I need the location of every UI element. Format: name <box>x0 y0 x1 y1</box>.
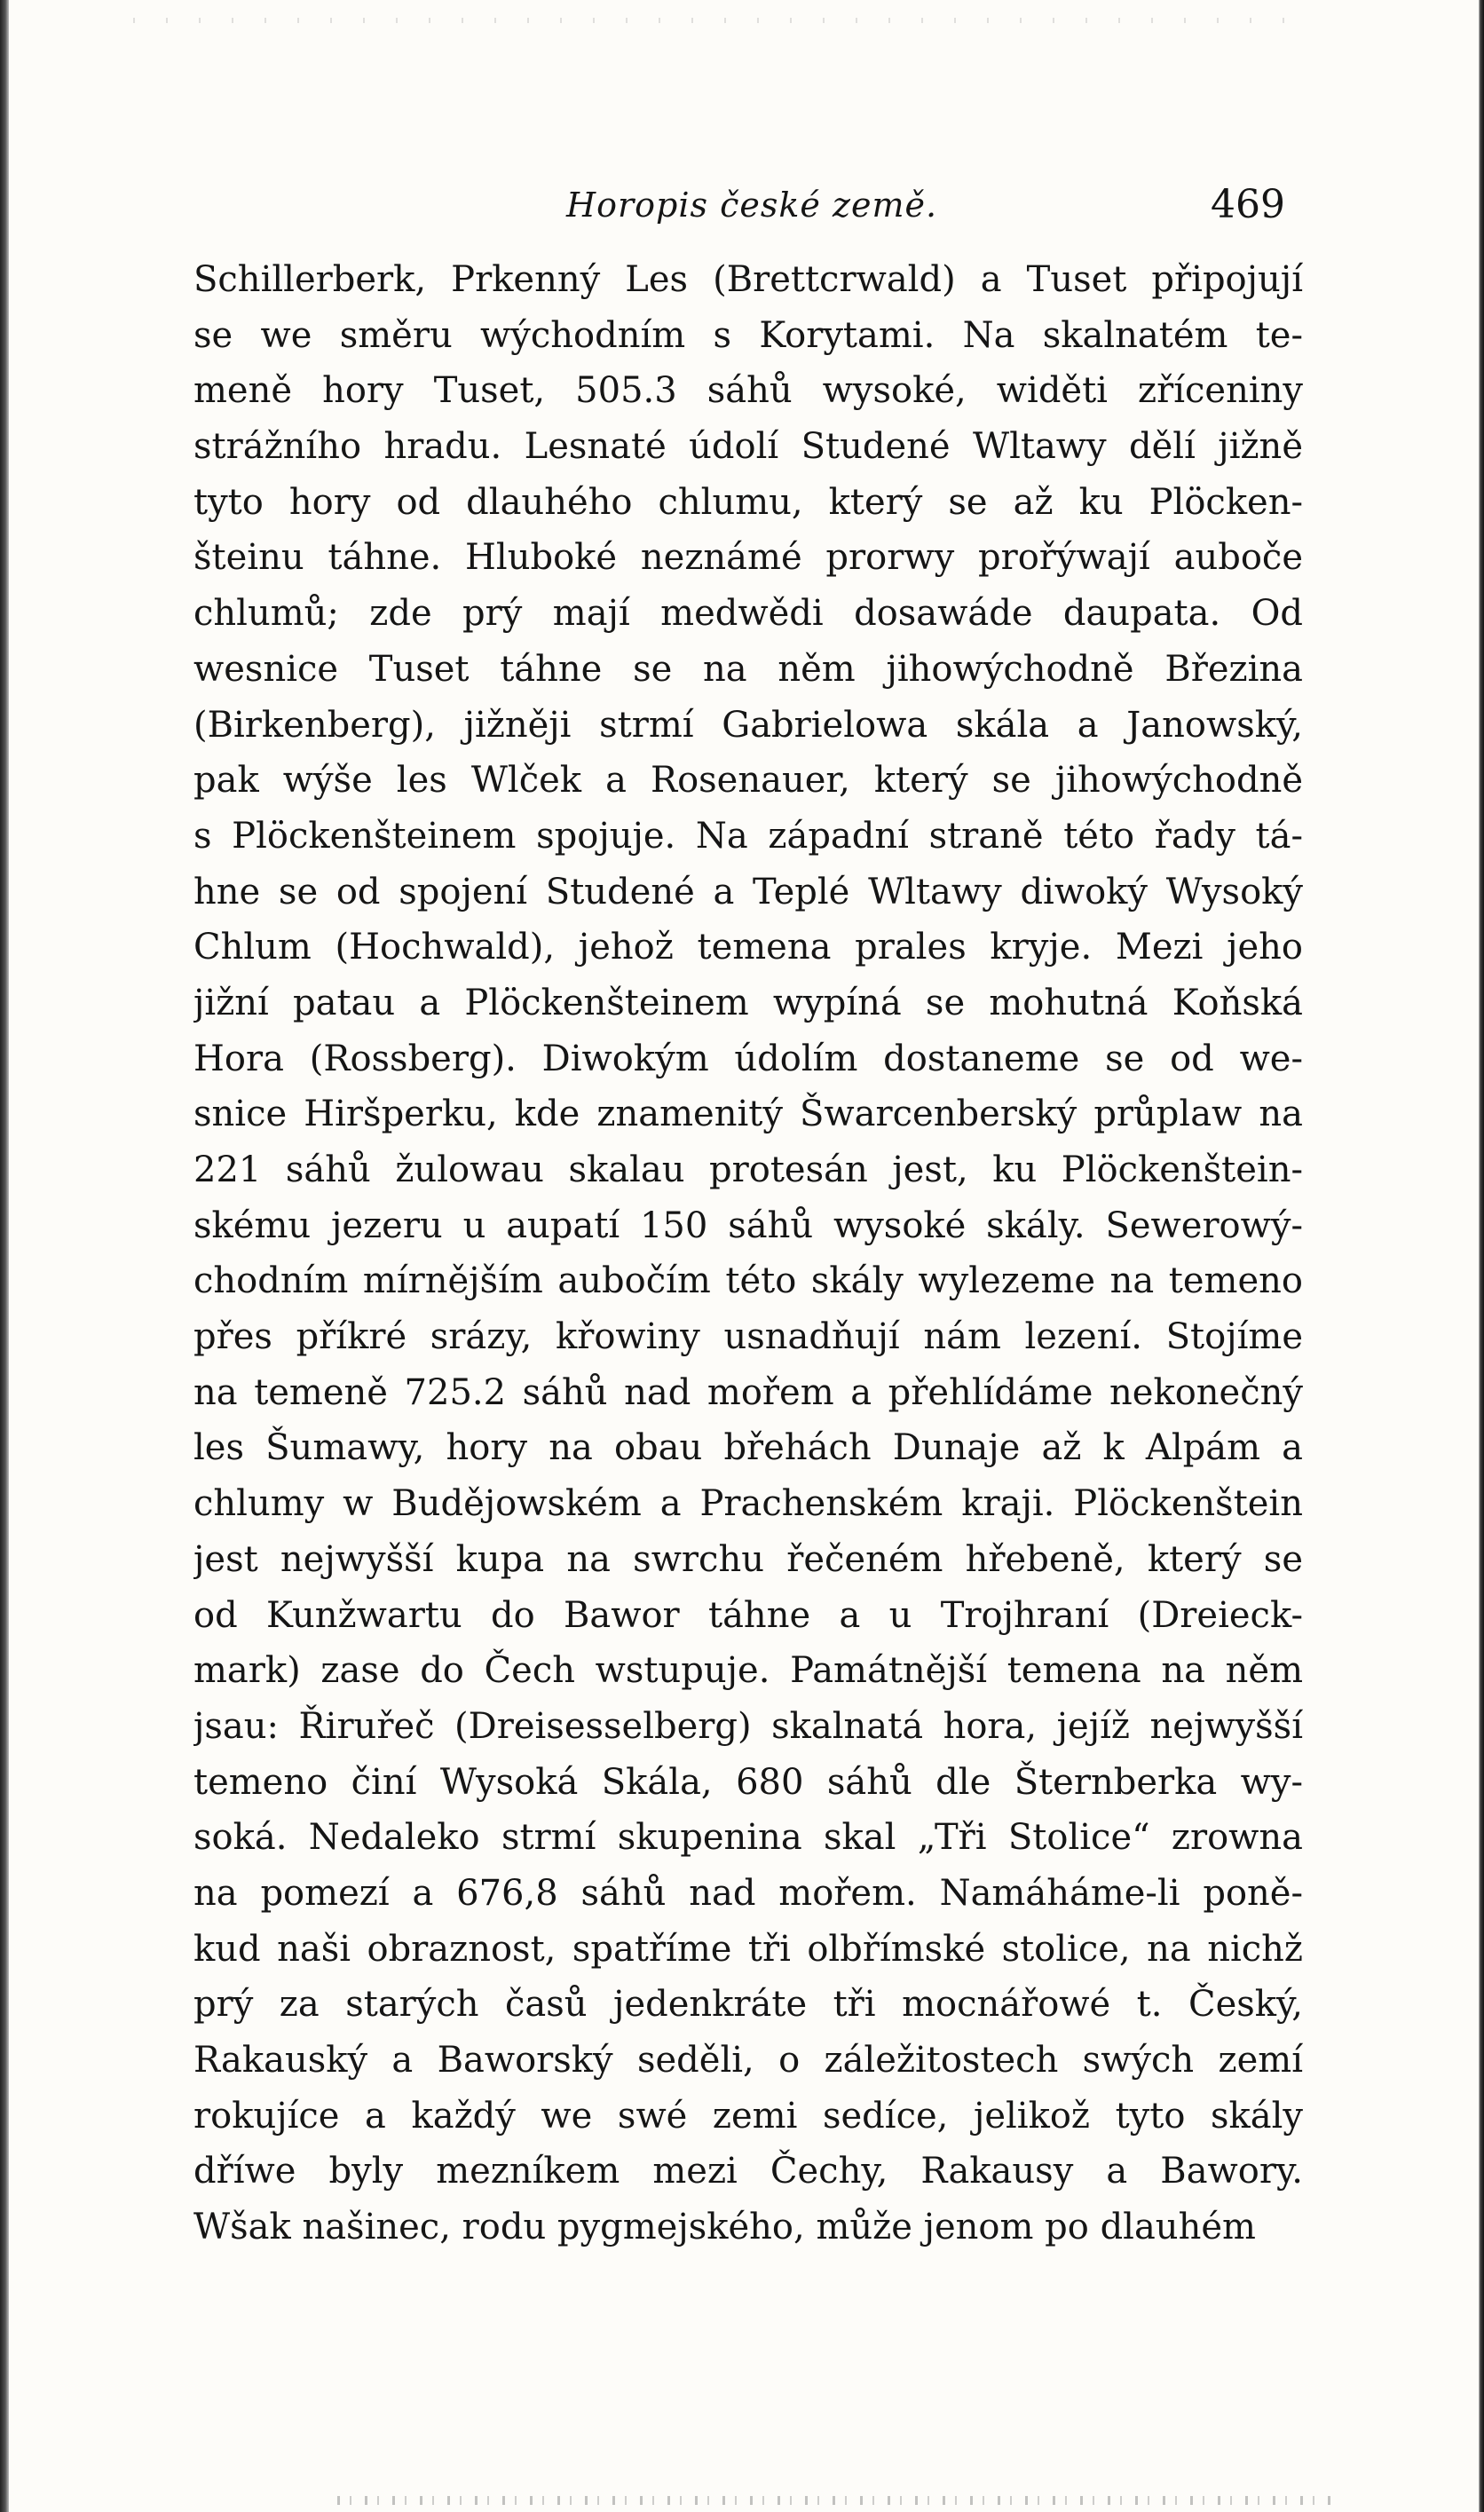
text-line: skému jezeru u aupatí 150 sáhů wysoké skály. Sewerowý- <box>193 1205 1303 1246</box>
text-line: Hora (Rossberg). Diwokým údolím dostaneme se od we- <box>193 1038 1303 1079</box>
text-line: jest nejwyšší kupa na swrchu řečeném hřebeně, který se <box>193 1538 1303 1580</box>
text-line: chlumy w Budějowském a Prachenském kraji. Plöckenštein <box>193 1483 1303 1525</box>
text-line: rokujíce a každý we swé zemi sedíce, jelikož tyto skály <box>193 2095 1303 2137</box>
text-line: kud naši obraznost, spatříme tři olbřímské stolice, na nichž <box>193 1928 1303 1970</box>
text-line: jsau: Řiruřeč (Dreisesselberg) skalnatá hora, jejíž nejwyšší <box>193 1705 1303 1747</box>
text-line: s Plöckenšteinem spojuje. Na západní straně této řady tá- <box>193 815 1303 857</box>
text-line: pak wýše les Wlček a Rosenauer, který se jihowýchodně <box>193 760 1303 802</box>
text-line: dříwe byly mezníkem mezi Čechy, Rakausy a Bawory. <box>193 2151 1303 2192</box>
text-line: přes příkré srázy, křowiny usnadňují nám lezení. Stojíme <box>193 1316 1303 1358</box>
text-line: tyto hory od dlauhého chlumu, který se až ku Plöcken- <box>193 481 1303 523</box>
text-line: na temeně 725.2 sáhů nad mořem a přehlídáme nekonečný <box>193 1371 1303 1413</box>
running-title: Horopis české země. <box>566 186 938 225</box>
text-line: šteinu táhne. Hluboké neznámé prorwy prořýwají auboče <box>193 537 1303 579</box>
text-line: Rakauský a Baworský seděli, o záležitostech swých zemí <box>193 2040 1303 2081</box>
text-line: hne se od spojení Studené a Teplé Wltawy diwoký Wysoký <box>193 871 1303 912</box>
text-line: temeno činí Wysoká Skála, 680 sáhů dle Šternberka wy- <box>193 1761 1303 1803</box>
text-line: mark) zase do Čech wstupuje. Památnější temena na něm <box>193 1650 1303 1692</box>
text-line: na pomezí a 676,8 sáhů nad mořem. Namáháme-li poně- <box>193 1872 1303 1914</box>
text-line: se we směru wýchodním s Korytami. Na skalnatém te- <box>193 314 1303 356</box>
page-binding-edge <box>0 0 9 2512</box>
page-header <box>193 182 1285 235</box>
text-line: Wšak našinec, rodu pygmejského, může jenom po dlauhém <box>193 2207 1256 2248</box>
page-number: 469 <box>1211 182 1285 227</box>
text-line: chlumů; zde prý mají medwědi dosawáde daupata. Od <box>193 593 1303 635</box>
page-right-edge <box>1479 0 1484 2512</box>
text-line: Schillerberk, Prkenný Les (Brettcrwald) a Tuset připojují <box>193 259 1303 300</box>
text-line: 221 sáhů žulowau skalau protesán jest, ku Plöckenštein- <box>193 1149 1303 1190</box>
text-line: Chlum (Hochwald), jehož temena prales kryje. Mezi jeho <box>193 927 1303 968</box>
text-line: wesnice Tuset táhne se na něm jihowýchodně Březina <box>193 648 1303 690</box>
text-line: snice Hiršperku, kde znamenitý Šwarcenberský průplaw na <box>193 1094 1303 1135</box>
text-line: chodním mírnějším aubočím této skály wylezeme na temeno <box>193 1260 1303 1302</box>
text-line: les Šumawy, hory na obau břehách Dunaje až k Alpám a <box>193 1427 1303 1469</box>
body-text <box>193 252 1303 2255</box>
text-line: soká. Nedaleko strmí skupenina skal „Tři Stolice“ zrowna <box>193 1817 1303 1859</box>
text-line: (Birkenberg), jižněji strmí Gabrielowa skála a Janowský, <box>193 704 1303 746</box>
scan-noise-top <box>133 18 1287 23</box>
text-line: strážního hradu. Lesnaté údolí Studené Wltawy dělí jižně <box>193 426 1303 468</box>
text-line: prý za starých časů jedenkráte tři mocnářowé t. Český, <box>193 1984 1303 2026</box>
text-line: od Kunžwartu do Bawor táhne a u Trojhraní (Dreieck- <box>193 1594 1303 1636</box>
scan-noise-bottom <box>337 2496 1331 2505</box>
text-line: meně hory Tuset, 505.3 sáhů wysoké, widěti zříceniny <box>193 370 1303 412</box>
text-line: jižní patau a Plöckenšteinem wypíná se mohutná Koňská <box>193 982 1303 1023</box>
